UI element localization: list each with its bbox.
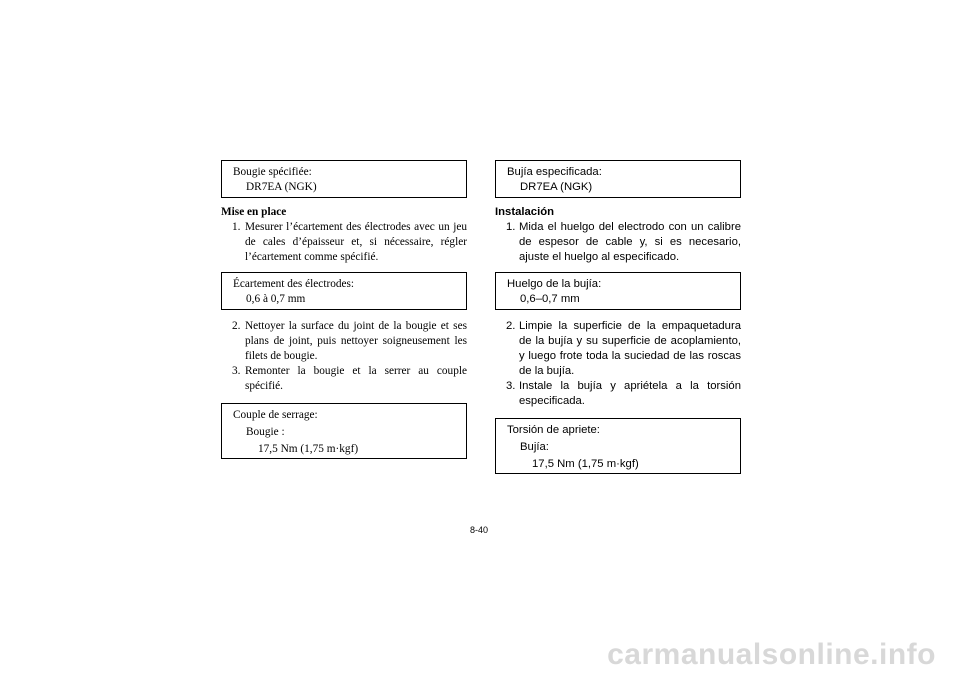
spark-plug-spec-label: Bujía especificada: (507, 166, 602, 178)
installation-heading: Mise en place (221, 206, 287, 218)
step-3-number: 3. (506, 380, 516, 392)
step-3-text: Remonter la bougie et la serrer au couple spécifié. (245, 365, 467, 392)
step-1 (221, 220, 467, 265)
page-number: 8-40 (470, 525, 489, 535)
torque-value: 17,5 Nm (1,75 m·kgf) (532, 458, 639, 470)
torque-sub-label: Bujía: (520, 441, 549, 453)
spanish-column (495, 160, 741, 474)
watermark: carmanualsonline.info (607, 638, 936, 671)
step-1-text: Mida el huelgo del electrodo con un calibre de espesor de cable y, si es necesario, ajuste el huelgo al especificado. (519, 221, 741, 263)
spark-plug-spec-label: Bougie spécifiée: (233, 166, 312, 178)
step-2-text: Nettoyer la surface du joint de la bougie et ses plans de joint, puis nettoyer soigneusement les filets de bougie. (245, 320, 467, 362)
step-2-text: Limpie la superficie de la empaquetadura de la bujía y su superficie de acoplamiento, y luego frote toda la suciedad de las roscas de la bujía. (519, 320, 741, 377)
step-2 (221, 319, 467, 364)
electrode-gap-label: Écartement des électrodes: (233, 278, 355, 290)
step-3-text: Instale la bujía y apriétela a la torsión especificada. (519, 380, 741, 407)
step-1-number: 1. (232, 221, 241, 233)
step-3-number: 3. (232, 365, 241, 377)
installation-heading: Instalación (495, 206, 555, 218)
spark-plug-spec-box (495, 160, 741, 198)
step-3 (221, 364, 467, 394)
step-2 (495, 319, 741, 379)
spark-plug-spec-value: DR7EA (NGK) (246, 181, 317, 193)
french-column (221, 160, 467, 459)
torque-box (221, 403, 467, 459)
electrode-gap-box (221, 272, 467, 310)
electrode-gap-box (495, 272, 741, 310)
electrode-gap-value: 0,6–0,7 mm (520, 293, 580, 305)
torque-value: 17,5 Nm (1,75 m·kgf) (258, 443, 359, 455)
step-3 (495, 379, 741, 409)
step-1 (495, 220, 741, 265)
electrode-gap-label: Huelgo de la bujía: (507, 278, 602, 290)
step-2-number: 2. (506, 320, 516, 332)
torque-sub-label: Bougie : (246, 426, 285, 438)
step-1-text: Mesurer l’écartement des électrodes avec un jeu de cales d’épaisseur et, si nécessaire, régler l’écartement comme spécifié. (245, 221, 467, 263)
torque-label: Couple de serrage: (233, 409, 318, 421)
electrode-gap-value: 0,6 à 0,7 mm (246, 293, 306, 305)
torque-label: Torsión de apriete: (507, 424, 600, 436)
spark-plug-spec-box (221, 160, 467, 198)
step-1-number: 1. (506, 221, 516, 233)
step-2-number: 2. (232, 320, 241, 332)
spark-plug-spec-value: DR7EA (NGK) (520, 181, 593, 193)
torque-box (495, 418, 741, 474)
